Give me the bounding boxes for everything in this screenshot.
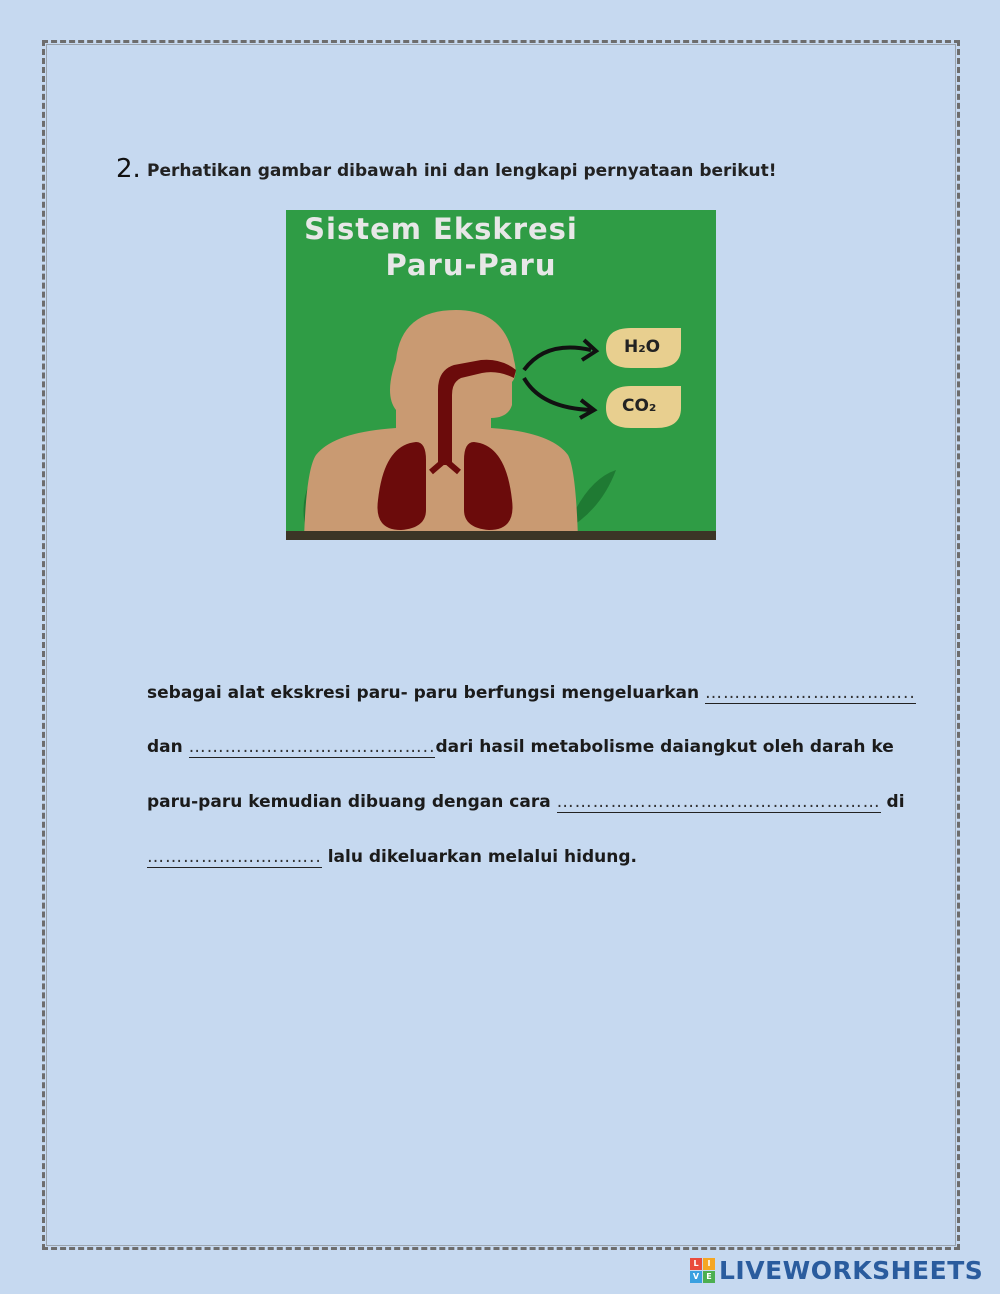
statement-text: sebagai alat ekskresi paru- paru berfungsi mengeluarkan: [147, 683, 706, 703]
water-label: H₂O: [624, 337, 661, 357]
statement-text: paru-paru kemudian dibuang dengan cara: [147, 792, 557, 812]
figure-title-line1: Sistem Ekskresi: [304, 212, 578, 246]
statement-text: dan: [147, 737, 189, 757]
logo-mark-letter: V: [690, 1271, 702, 1283]
logo-mark-icon: [690, 1258, 715, 1283]
logo-mark-letter: L: [690, 1258, 702, 1270]
logo-mark-letter: I: [703, 1258, 715, 1270]
question-prompt: Perhatikan gambar dibawah ini dan lengkapi pernyataan berikut!: [147, 161, 777, 181]
logo-text: LIVEWORKSHEETS: [719, 1255, 984, 1285]
statement-line-1: [147, 683, 916, 704]
logo-mark-letter: E: [703, 1271, 715, 1283]
answer-blank-2[interactable]: …………………………………..: [188, 737, 436, 757]
answer-blank-4[interactable]: ………………………..: [147, 847, 322, 867]
liveworksheets-logo: [690, 1254, 983, 1286]
question-number: 2.: [116, 154, 141, 184]
answer-blank-1[interactable]: ……………………………..: [705, 683, 916, 703]
statement-text: di: [880, 792, 905, 812]
statement-line-3: [147, 792, 905, 813]
statement-line-4: [147, 847, 637, 868]
statement-text: dari hasil metabolisme daiangkut oleh darah ke: [435, 737, 894, 757]
respiratory-excretion-figure: [286, 210, 716, 540]
answer-blank-3[interactable]: ………………………………………………: [556, 792, 881, 812]
figure-title-line2: Paru-Paru: [385, 248, 557, 282]
statement-line-2: [147, 737, 894, 758]
statement-text: lalu dikeluarkan melalui hidung.: [321, 847, 637, 867]
co2-label: CO₂: [622, 396, 657, 416]
